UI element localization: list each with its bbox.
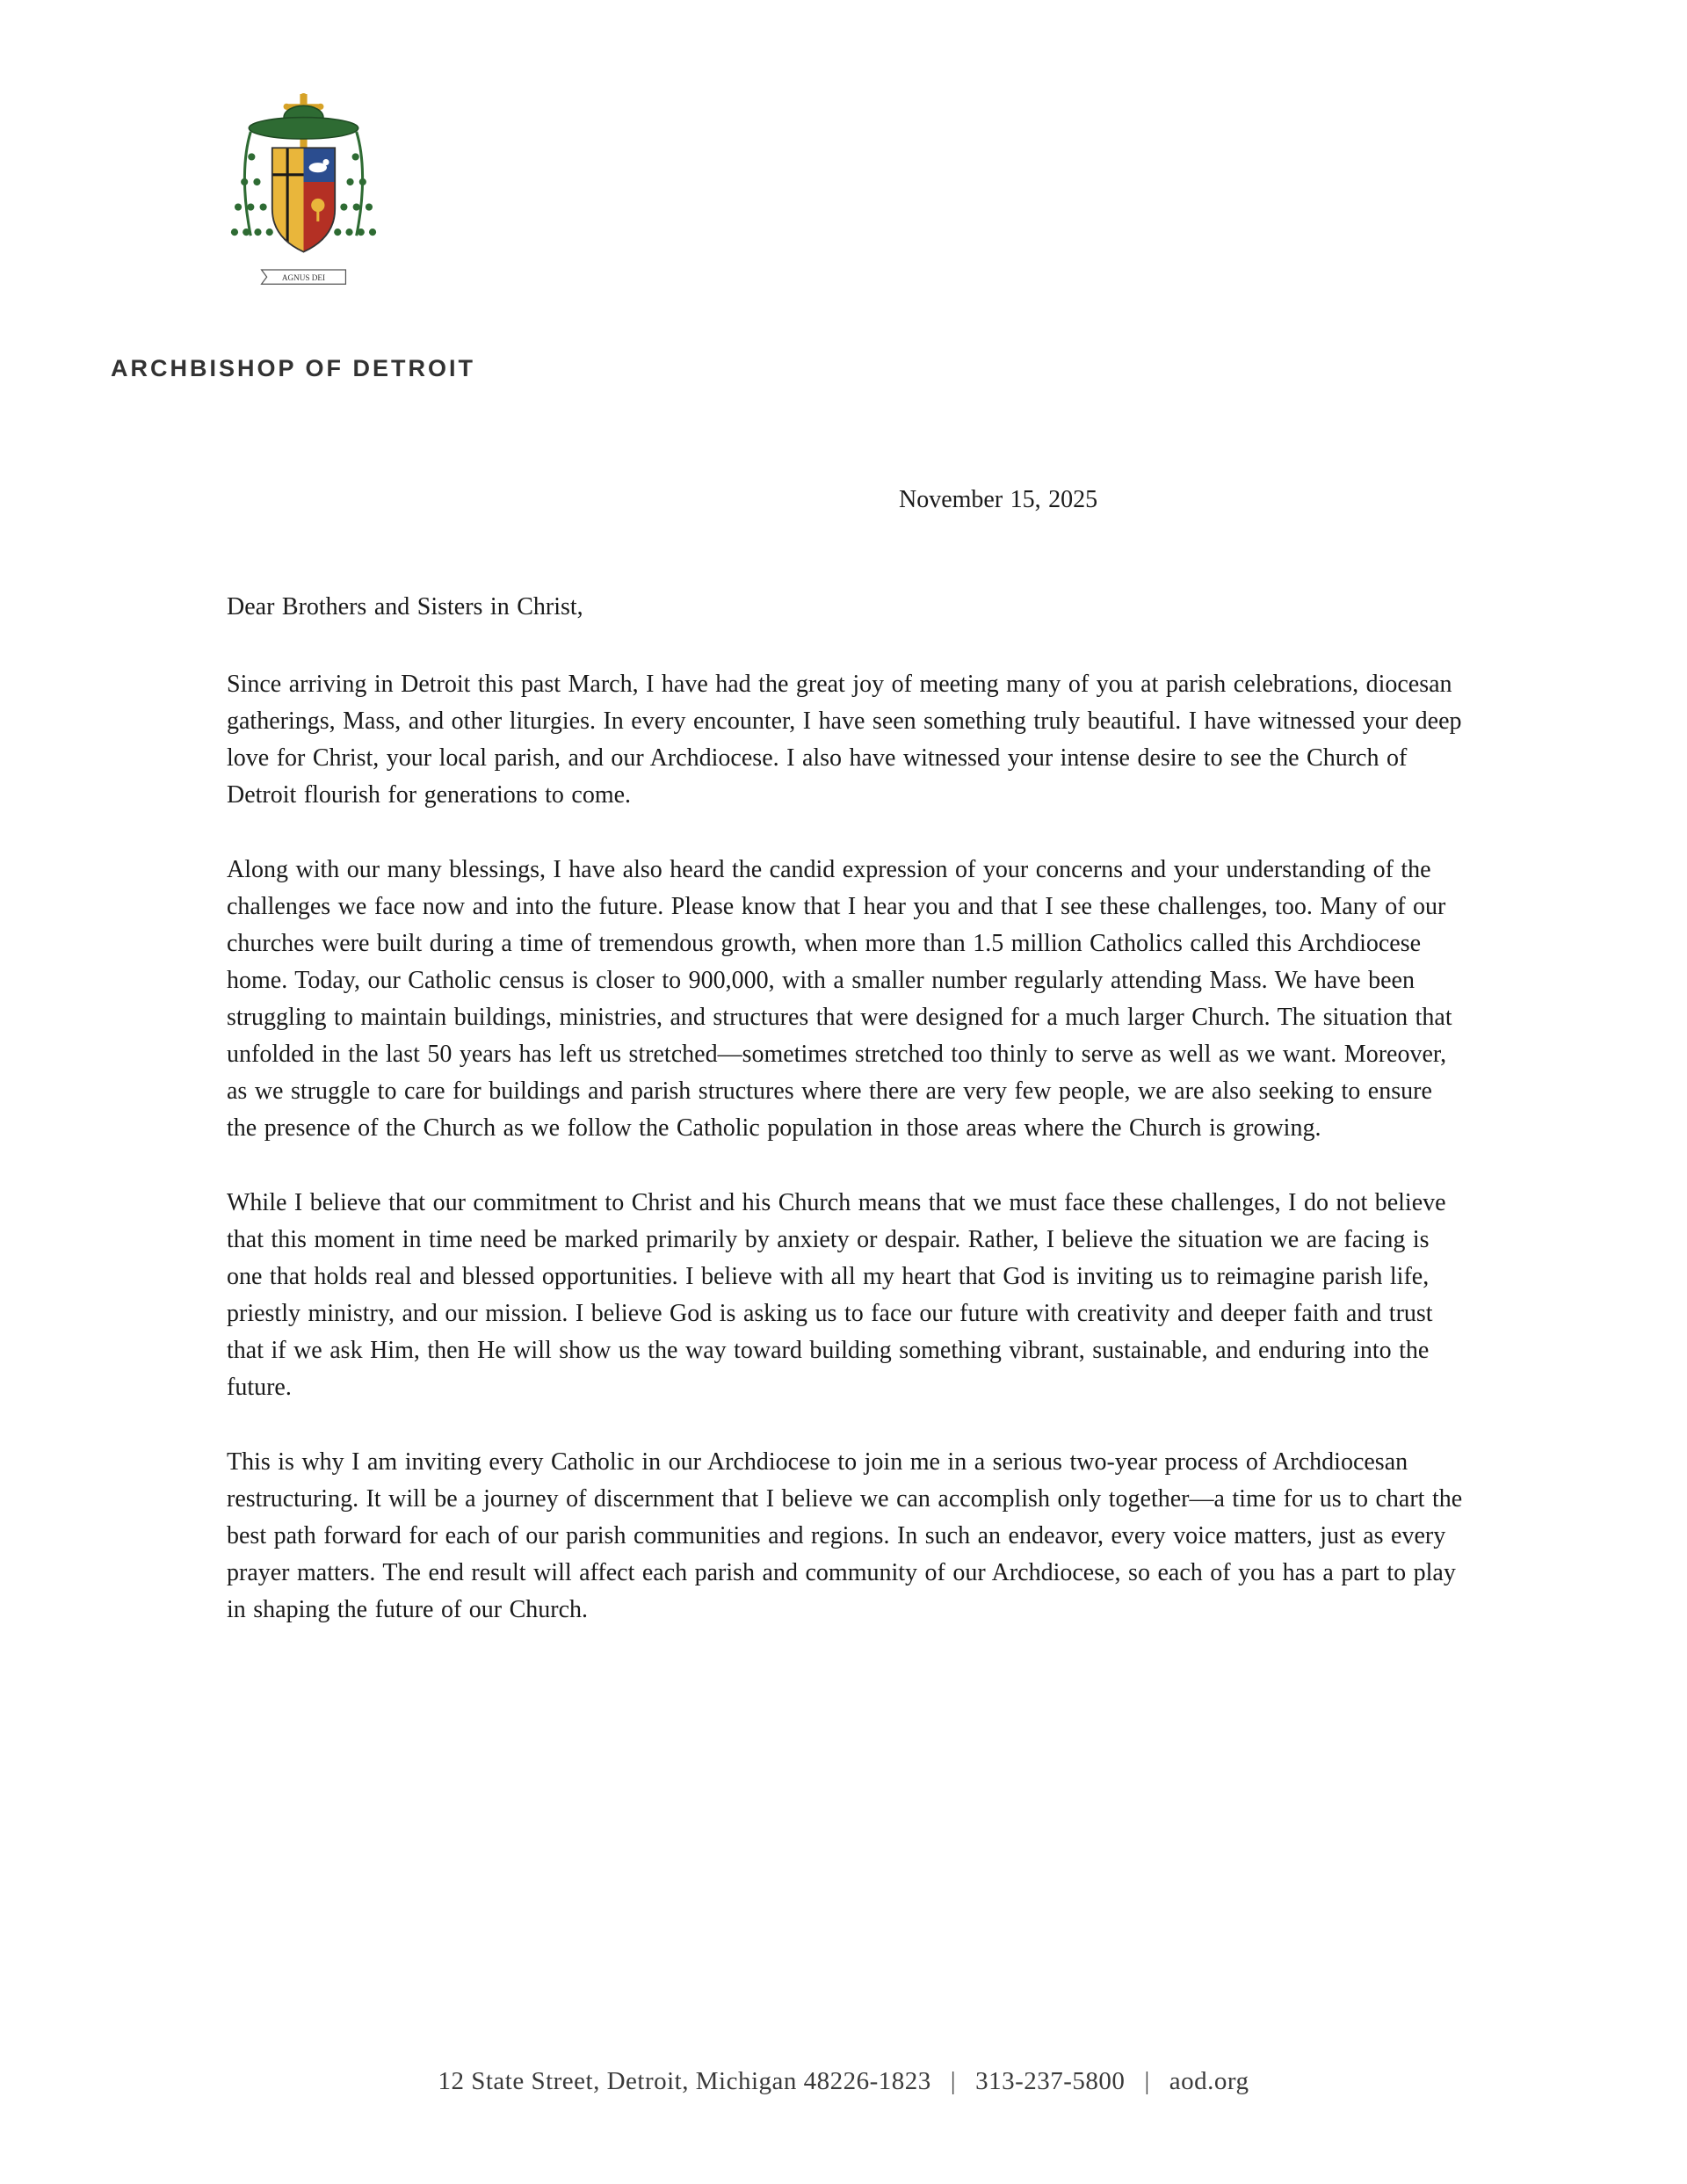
coat-of-arms-icon <box>227 92 380 316</box>
paragraph: This is why I am inviting every Catholic in our Archdiocese to join me in a serious two-year process of Archdiocesan restructuring. It will be a journey of discernment that I believe we can accomplish only together—a time for us to chart the best path forward for each of our parish communities and regions. In such an endeavor, every voice matters, just as every prayer matters. The end result will affect each parish and community of our Archdiocese, so each of you has a part to play in shaping the future of our Church. <box>227 1448 1463 1623</box>
coat-of-arms-svg <box>227 92 380 316</box>
letter-body <box>227 482 1467 1666</box>
footer-website: aod.org <box>1169 2067 1249 2095</box>
letter-date: November 15, 2025 <box>899 486 1098 513</box>
salutation: Dear Brothers and Sisters in Christ, <box>227 593 583 620</box>
motto-banner <box>262 270 346 284</box>
footer-address: 12 State Street, Detroit, Michigan 48226-1823 <box>438 2067 931 2095</box>
footer-separator: | <box>1144 2067 1150 2095</box>
footer-separator: | <box>950 2067 957 2095</box>
left-tassels <box>231 153 273 236</box>
organization-name: ARCHBISHOP OF DETROIT <box>111 355 476 381</box>
letter-footer <box>0 2067 1687 2096</box>
galero-hat <box>249 105 358 139</box>
paragraph: Since arriving in Detroit this past March, I have had the great joy of meeting many of you at parish celebrations, diocesan gatherings, Mass, and other liturgies. In every encounter, I have seen something truly beautiful. I have witnessed your deep love for Christ, your local parish, and our Archdiocese. I also have witnessed your intense desire to see the Church of Detroit flourish for generations to come. <box>227 671 1462 809</box>
right-tassels <box>334 153 376 236</box>
motto-text: AGNUS DEI <box>281 273 326 283</box>
footer-phone: 313-237-5800 <box>975 2067 1126 2095</box>
paragraph: Along with our many blessings, I have also heard the candid expression of your concerns and your understanding of the challenges we face now and into the future. Please know that I hear you and that I see these challenges, too. Many of our churches were built during a time of tremendous growth, when more than 1.5 million Catholics called this Archdiocese home. Today, our Catholic census is closer to 900,000, with a smaller number regularly attending Mass. We have been struggling to maintain buildings, ministries, and structures that were designed for a much larger Church. The situation that unfolded in the last 50 years has left us stretched—sometimes stretched too thinly to serve as well as we want. Moreover, as we struggle to care for buildings and parish structures where there are very few people, we are also seeking to ensure the presence of the Church as we follow the Catholic population in those areas where the Church is growing. <box>227 856 1452 1142</box>
paragraph: While I believe that our commitment to Christ and his Church means that we must face these challenges, I do not believe that this moment in time need be marked primarily by anxiety or despair. Rather, I believe the situation we are facing is one that holds real and blessed opportunities. I believe with all my heart that God is inviting us to reimagine parish life, priestly ministry, and our mission. I believe God is asking us to face our future with creativity and deeper faith and trust that if we ask Him, then He will show us the way toward building something vibrant, sustainable, and enduring into the future. <box>227 1189 1446 1401</box>
shield <box>272 148 335 251</box>
